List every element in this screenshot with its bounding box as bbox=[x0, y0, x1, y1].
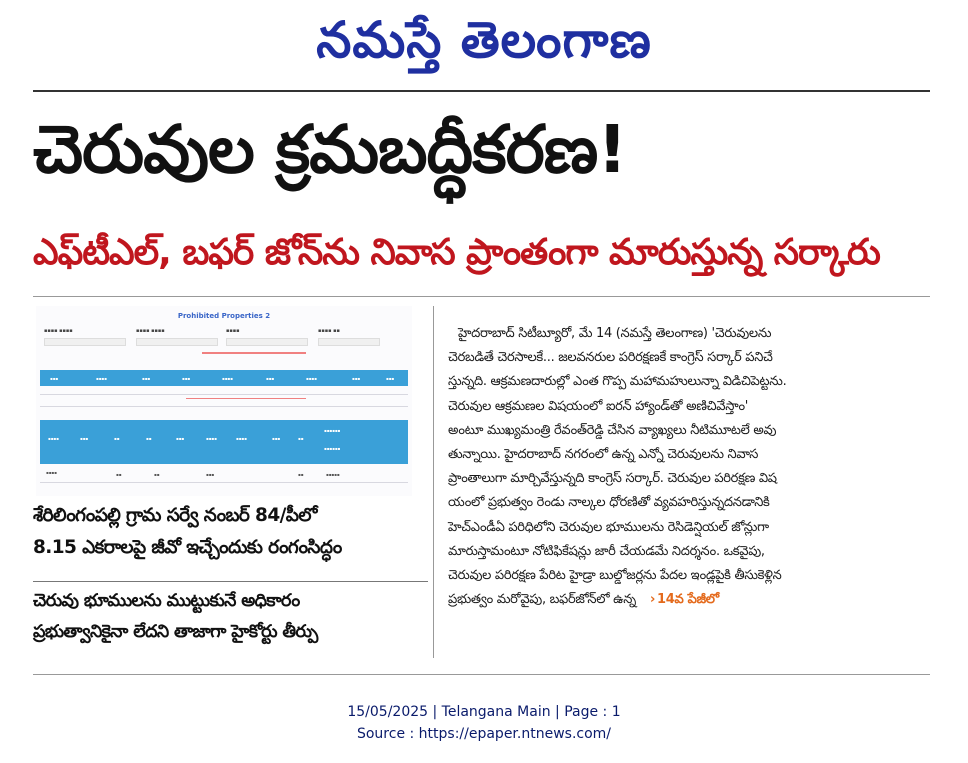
inset-row-line bbox=[40, 482, 408, 483]
inset-data-cell: ▪▪▪▪▪ bbox=[326, 472, 340, 477]
body-line: చెరబడితే చెరసాలకే... జలవనరుల పరిరక్షణకే కాంగ్రెస్ సర్కార్ పనిచే bbox=[448, 350, 773, 366]
inset-header-cell: ▪▪▪▪ bbox=[206, 436, 217, 441]
deck-divider bbox=[33, 581, 428, 582]
inset-header-cell: ▪▪▪ bbox=[352, 376, 361, 381]
body-line: హెచ్‌ఎండీఏ పరిధిలోని చెరువుల భూములను రెసిడెన్షియల్ జోన్లుగా bbox=[448, 519, 769, 535]
body-line: స్తున్నది. ఆక్రమణదారుల్లో ఎంత గొప్ప మహామహులున్నా విడిచిపెట్టను. bbox=[448, 374, 787, 390]
jump-arrow-icon: › bbox=[649, 592, 655, 608]
masthead-title: నమస్తే తెలంగాణ bbox=[316, 10, 652, 69]
inset-row-line bbox=[40, 394, 408, 395]
inset-header-cell: ▪▪ bbox=[114, 436, 120, 441]
inset-data-cell: ▪▪▪ bbox=[206, 472, 215, 477]
inset-data-cell: ▪▪ bbox=[116, 472, 122, 477]
inset-field-label: ▪▪▪▪ ▪▪ bbox=[318, 328, 340, 334]
body-line: ప్రాంతాలుగా మార్చివేస్తున్నది కాంగ్రెస్ సర్కార్. చెరువుల పరిరక్షణ విష bbox=[448, 471, 777, 487]
inset-data-cell: ▪▪ bbox=[298, 472, 304, 477]
inset-header-cell: ▪▪▪ bbox=[176, 436, 185, 441]
inset-field-box bbox=[318, 338, 380, 346]
inset-red-mark bbox=[202, 352, 306, 354]
column-divider bbox=[433, 306, 434, 658]
jump-label: 14వ పేజీలో bbox=[657, 592, 719, 608]
headline: చెరువుల క్రమబద్ధీకరణ! bbox=[33, 111, 627, 188]
continued-jump-link[interactable] bbox=[650, 592, 719, 607]
body-line: అంటూ ముఖ్యమంత్రి రేవంత్‌రెడ్డి చేసిన వ్యాఖ్యలు నీటిమూటలే అవు bbox=[448, 422, 777, 438]
inset-table-header-2 bbox=[40, 420, 408, 464]
inset-row-line bbox=[40, 406, 408, 407]
inset-field-label: ▪▪▪▪ bbox=[226, 328, 240, 334]
subhead-divider bbox=[33, 296, 930, 297]
article-body bbox=[448, 322, 930, 612]
inset-field-box bbox=[136, 338, 218, 346]
newspaper-masthead bbox=[0, 6, 968, 74]
deck-highlight-1 bbox=[33, 500, 433, 578]
body-line: మారుస్తామంటూ నోటిఫికేషన్లు జారీ చేయడమే నిదర్శనం. ఒకవైపు, bbox=[448, 543, 765, 559]
inset-header-cell: ▪▪▪▪▪▪ bbox=[324, 428, 341, 433]
inset-title: Prohibited Properties 2 bbox=[177, 312, 271, 320]
inset-header-cell: ▪▪▪ bbox=[272, 436, 281, 441]
inset-header-cell: ▪▪▪▪ bbox=[96, 376, 107, 381]
inset-header-cell: ▪▪▪ bbox=[50, 376, 59, 381]
subheadline: ఎఫ్‌టీఎల్, బఫర్ జోన్‌ను నివాస ప్రాంతంగా మారుస్తున్న సర్కారు bbox=[33, 232, 880, 273]
inset-red-mark bbox=[186, 398, 306, 399]
body-line: హైదరాబాద్ సిటీబ్యూరో, మే 14 (నమస్తే తెలంగాణ) 'చెరువులను bbox=[458, 326, 772, 341]
inset-field-label: ▪▪▪▪ ▪▪▪▪ bbox=[44, 328, 73, 334]
inset-header-cell: ▪▪▪▪ bbox=[306, 376, 317, 381]
inset-data-cell: ▪▪ bbox=[154, 472, 160, 477]
inset-field-box bbox=[44, 338, 126, 346]
body-line: చెరువుల ఆక్రమణల విషయంలో ఐరన్ హ్యాండ్‌తో అణిచివేస్తాం' bbox=[448, 398, 749, 414]
footer-edition-info: 15/05/2025 | Telangana Main | Page : 1 bbox=[347, 704, 621, 720]
inset-header-cell: ▪▪▪▪▪▪ bbox=[324, 446, 341, 451]
inset-header-cell: ▪▪▪▪ bbox=[222, 376, 233, 381]
inset-header-cell: ▪▪▪ bbox=[266, 376, 275, 381]
body-line-last: ప్రభుత్వం మరోవైపు, బఫర్‌జోన్‌లో ఉన్న › 14వ పేజీలో bbox=[448, 592, 719, 608]
masthead-divider bbox=[33, 90, 930, 92]
deck-line: 8.15 ఎకరాలపై జీవో ఇచ్చేందుకు రంగంసిద్ధం bbox=[33, 537, 342, 558]
deck-line: శేరిలింగంపల్లి గ్రామ సర్వే నంబర్ 84/పీలో bbox=[33, 505, 317, 526]
body-line: చెరువుల పరిరక్షణ పేరిట హైడ్రా బుల్డోజర్లను పేదల ఇండ్లపైకి తీసుకెళ్లిన bbox=[448, 568, 782, 584]
inset-field-label: ▪▪▪▪ ▪▪▪▪ bbox=[136, 328, 165, 334]
body-line: యంలో ప్రభుత్వం రెండు నాల్కల ధోరణితో వ్యవహరిస్తున్నదనడానికి bbox=[448, 495, 770, 511]
inset-header-cell: ▪▪▪ bbox=[142, 376, 151, 381]
inset-header-cell: ▪▪▪▪ bbox=[48, 436, 59, 441]
body-line: తున్నాయి. హైదరాబాద్ నగరంలో ఉన్న ఎన్నో చెరువులను నివాస bbox=[448, 447, 759, 463]
inset-header-cell: ▪▪ bbox=[298, 436, 304, 441]
footer-source[interactable]: Source : https://epaper.ntnews.com/ bbox=[356, 726, 612, 742]
page-bottom-divider bbox=[33, 674, 930, 675]
inset-header-cell: ▪▪▪ bbox=[386, 376, 395, 381]
deck-line: ప్రభుత్వానికైనా లేదని తాజాగా హైకోర్టు తీర్పు bbox=[33, 622, 318, 642]
inset-header-cell: ▪▪▪ bbox=[182, 376, 191, 381]
inset-header-cell: ▪▪▪ bbox=[80, 436, 89, 441]
inset-header-cell: ▪▪▪▪ bbox=[236, 436, 247, 441]
prohibited-properties-inset-image bbox=[36, 306, 412, 496]
inset-field-box bbox=[226, 338, 308, 346]
deck-highlight-2 bbox=[33, 586, 433, 656]
inset-data-cell: ▪▪▪▪ bbox=[46, 470, 57, 475]
inset-header-cell: ▪▪ bbox=[146, 436, 152, 441]
deck-line: చెరువు భూములను ముట్టుకునే అధికారం bbox=[33, 591, 300, 611]
